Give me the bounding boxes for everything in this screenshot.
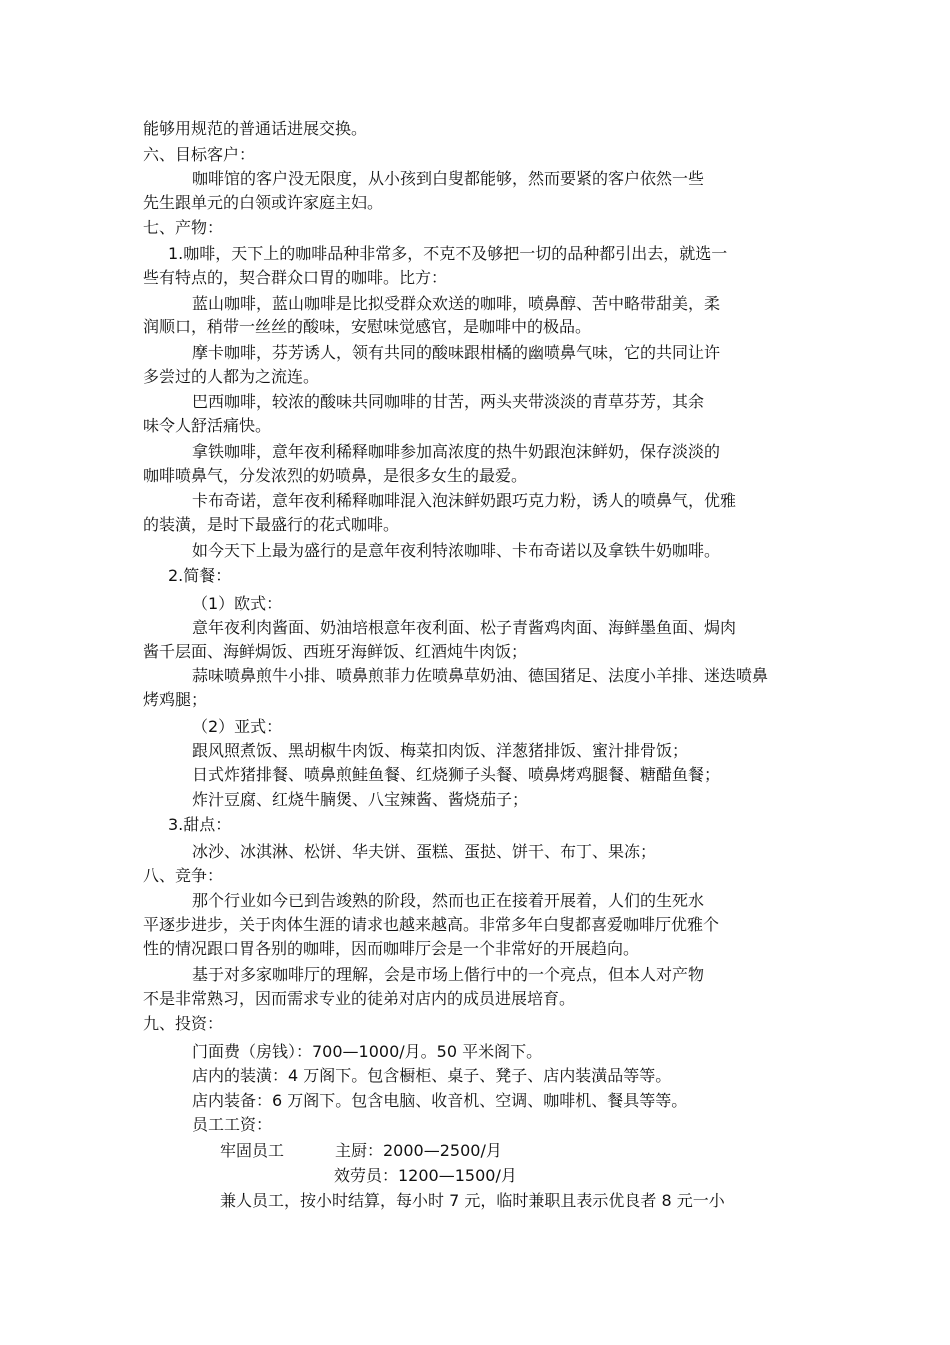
text-line: 意年夜利肉酱面、奶油培根意年夜利面、松子青酱鸡肉面、海鲜墨鱼面、焗肉 <box>192 618 737 637</box>
section-heading: 六、目标客户： <box>143 145 256 164</box>
text-line: 日式炸猪排餐、喷鼻煎鲑鱼餐、红烧狮子头餐、喷鼻烤鸡腿餐、糖醋鱼餐； <box>192 765 721 784</box>
text-line: 巴西咖啡，较浓的酸味共同咖啡的甘苦，两头夹带淡淡的青草芬芳，其余 <box>192 392 705 411</box>
text-line: 性的情况跟口胃各别的咖啡，因而咖啡厅会是一个非常好的开展趋向。 <box>143 939 640 958</box>
subsection-heading: （2）亚式： <box>192 717 283 736</box>
subsection-heading: 3.甜点： <box>168 815 232 834</box>
text-line: 牢固员工 <box>220 1141 285 1160</box>
text-line: 基于对多家咖啡厅的理解，会是市场上偕行中的一个亮点，但本人对产物 <box>192 965 705 984</box>
text-line: 酱千层面、海鲜焗饭、西班牙海鲜饭、红酒炖牛肉饭； <box>143 642 528 661</box>
text-line: 那个行业如今已到告竣熟的阶段，然而也正在接着开展着，人们的生死水 <box>192 891 705 910</box>
text-line: 炸汁豆腐、红烧牛腩煲、八宝辣酱、酱烧茄子； <box>192 790 529 809</box>
text-line: 卡布奇诺，意年夜利稀释咖啡混入泡沫鲜奶跟巧克力粉，诱人的喷鼻气，优雅 <box>192 491 737 510</box>
text-line: 多尝过的人都为之流连。 <box>143 367 320 386</box>
subsection-heading: （1）欧式： <box>192 594 283 613</box>
subsection-heading: 2.简餐： <box>168 566 232 585</box>
text-line: 店内装备：6 万阁下。包含电脑、收音机、空调、咖啡机、餐具等等。 <box>192 1091 688 1110</box>
text-line: 不是非常熟习，因而需求专业的徒弟对店内的成员进展培育。 <box>143 989 576 1008</box>
text-line: 平逐步进步，关于肉体生涯的请求也越来越高。非常多年白叟都喜爱咖啡厅优雅个 <box>143 915 720 934</box>
text-line: 员工工资： <box>192 1115 273 1134</box>
text-line: 能够用规范的普通话进展交换。 <box>143 119 368 138</box>
text-line: 门面费（房钱）：700—1000/月。50 平米阁下。 <box>192 1042 543 1061</box>
text-line: 店内的装潢：4 万阁下。包含橱柜、桌子、凳子、店内装潢品等等。 <box>192 1066 672 1085</box>
text-line: 如今天下上最为盛行的是意年夜利特浓咖啡、卡布奇诺以及拿铁牛奶咖啡。 <box>192 541 721 560</box>
text-line: 摩卡咖啡，芬芳诱人，领有共同的酸味跟柑橘的幽喷鼻气味，它的共同让许 <box>192 343 721 362</box>
text-line: 先生跟单元的白领或许家庭主妇。 <box>143 193 384 212</box>
text-line: 味令人舒活痛快。 <box>143 416 272 435</box>
section-heading: 九、投资： <box>143 1014 224 1033</box>
text-line: 咖啡馆的客户没无限度，从小孩到白叟都能够，然而要紧的客户依然一些 <box>192 169 705 188</box>
text-line: 的装潢，是时下最盛行的花式咖啡。 <box>143 515 400 534</box>
text-line: 润顺口，稍带一丝丝的酸味，安慰味觉感官，是咖啡中的极品。 <box>143 317 592 336</box>
text-line: 烤鸡腿； <box>143 690 208 709</box>
text-line: 1.咖啡，天下上的咖啡品种非常多，不克不及够把一切的品种都引出去，就选一 <box>168 244 728 263</box>
section-heading: 七、产物： <box>143 218 224 237</box>
text-line: 兼人员工，按小时结算，每小时 7 元，临时兼职且表示优良者 8 元一小 <box>220 1191 725 1210</box>
text-line: 蒜味喷鼻煎牛小排、喷鼻煎菲力佐喷鼻草奶油、德国猪足、法度小羊排、迷迭喷鼻 <box>192 666 769 685</box>
text-line: 跟风照煮饭、黑胡椒牛肉饭、梅菜扣肉饭、洋葱猪排饭、蜜汁排骨饭； <box>192 741 689 760</box>
text-line: 拿铁咖啡，意年夜利稀释咖啡参加高浓度的热牛奶跟泡沫鲜奶，保存淡淡的 <box>192 442 721 461</box>
section-heading: 八、竞争： <box>143 866 224 885</box>
text-line: 主厨：2000—2500/月 <box>335 1141 502 1160</box>
text-line: 咖啡喷鼻气，分发浓烈的奶喷鼻，是很多女生的最爱。 <box>143 466 528 485</box>
text-line: 蓝山咖啡，蓝山咖啡是比拟受群众欢送的咖啡，喷鼻醇、苦中略带甜美，柔 <box>192 294 721 313</box>
text-line: 效劳员：1200—1500/月 <box>334 1166 517 1185</box>
text-line: 些有特点的，契合群众口胃的咖啡。比方： <box>143 268 448 287</box>
text-line: 冰沙、冰淇淋、松饼、华夫饼、蛋糕、蛋挞、饼干、布丁、果冻； <box>192 842 657 861</box>
